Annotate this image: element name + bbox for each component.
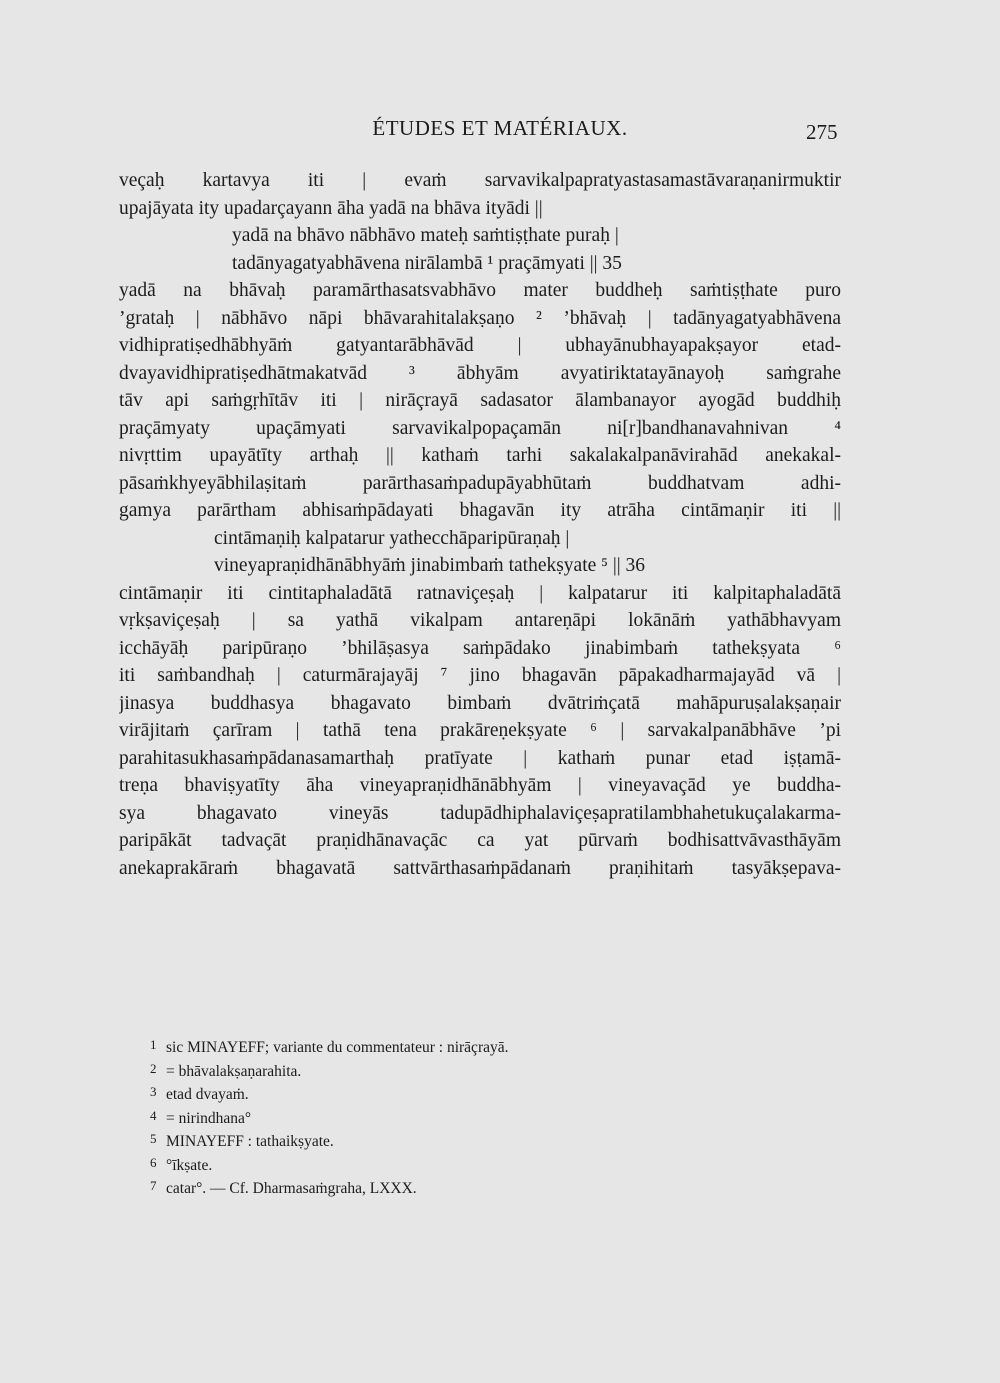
footnote-mark: 5 (150, 1131, 157, 1146)
footnote-text: °īkṣate. (166, 1156, 213, 1174)
text-line: vidhipratiṣedhābhyāṁ gatyantarābhāvād | ubhayānubhayapakṣayor etad- (119, 335, 841, 356)
footnote-text: sic MINAYEFF; variante du commentateur : nirāçrayā. (166, 1039, 509, 1056)
text-line: jinasya buddhasya bhagavato bimbaṁ dvātriṁçatā mahāpuruṣalakṣaṇair (119, 692, 841, 714)
verse-line: tadānyagatyabhāvena nirālambā ¹ praçāmyati || 35 (232, 252, 622, 274)
footnote (150, 1127, 750, 1151)
verse-line: cintāmaṇiḥ kalpatarur yathecchāparipūraṇaḥ | (214, 527, 570, 549)
footnote (150, 1033, 750, 1057)
verse-line: vineyapraṇidhānābhyāṁ jinabimbaṁ tathekṣyate ⁵ || 36 (214, 555, 646, 576)
text-line: parahitasukhasaṁpādanasamarthaḥ pratīyate | kathaṁ punar etad iṣṭamā- (119, 747, 841, 769)
text-line: praçāmyaty upaçāmyati sarvavikalpopaçamān ni[r]bandhanavahnivan ⁴ (119, 417, 841, 439)
footnote (150, 1080, 750, 1104)
footnote (150, 1057, 750, 1081)
text-line: anekaprakāraṁ bhagavatā sattvārthasaṁpādanaṁ praṇihitaṁ tasyākṣepava- (119, 857, 841, 879)
text-line: icchāyāḥ paripūraṇo ’bhilāṣasya saṁpādako jinabimbaṁ tathekṣyata ⁶ (119, 637, 841, 659)
text-line: cintāmaṇir iti cintitaphaladātā ratnaviçeṣaḥ | kalpatarur iti kalpitaphaladātā (119, 582, 841, 604)
text-line: treṇa bhaviṣyatīty āha vineyapraṇidhānābhyām | vineyavaçād ye buddha- (119, 775, 841, 796)
text-line: dvayavidhipratiṣedhātmakatvād ³ ābhyām avyatiriktatayānayoḥ saṁgrahe (119, 362, 841, 384)
text-line: sya bhagavato vineyās tadupādhiphalaviçeṣapratilambhahetukuçalakarma- (119, 802, 841, 824)
text-line: upajāyata ity upadarçayann āha yadā na bhāva ityādi || (119, 197, 543, 219)
footnote-mark: 6 (150, 1154, 157, 1170)
footnote (150, 1104, 750, 1128)
text-line: nivṛttim upayātīty arthaḥ || kathaṁ tarhi sakalakalpanāvirahād anekakal- (119, 445, 841, 466)
verse-line: yadā na bhāvo nābhāvo mateḥ saṁtiṣṭhate puraḥ | (232, 225, 619, 246)
running-header: ÉTUDES ET MATÉRIAUX. (372, 116, 628, 140)
footnote-mark: 3 (150, 1084, 157, 1099)
body-text (119, 167, 841, 882)
text-line: vṛkṣaviçeṣaḥ | sa yathā vikalpam antareṇāpi lokānāṁ yathābhavyam (119, 610, 841, 631)
text-line: pāsaṁkhyeyābhilaṣitaṁ parārthasaṁpadupāyabhūtaṁ buddhatvam adhi- (119, 472, 841, 494)
footnote (150, 1151, 750, 1175)
text-line: yadā na bhāvaḥ paramārthasatsvabhāvo mater buddheḥ saṁtiṣṭhate puro (119, 280, 841, 301)
footnote-text: = bhāvalakṣaṇarahita. (166, 1062, 302, 1080)
footnote (150, 1174, 750, 1198)
footnote-text: MINAYEFF : tathaikṣyate. (166, 1133, 334, 1150)
text-line: iti saṁbandhaḥ | caturmārajayāj ⁷ jino bhagavān pāpakadharmajayād vā | (119, 665, 841, 686)
footnote-mark: 4 (150, 1107, 157, 1123)
footnote-mark: 2 (150, 1060, 157, 1076)
footnotes (150, 1033, 750, 1198)
text-line: virājitaṁ çarīram | tathā tena prakāreṇekṣyate ⁶ | sarvakalpanābhāve ’pi (119, 720, 841, 741)
footnote-mark: 1 (150, 1037, 157, 1052)
text-line: paripākāt tadvaçāt praṇidhānavaçāc ca yat pūrvaṁ bodhisattvāvasthāyām (119, 830, 841, 851)
text-line: tāv api saṁgṛhītāv iti | nirāçrayā sadasator ālambanayor ayogād buddhiḥ (119, 390, 841, 411)
text-line: gamya parārtham abhisaṁpādayati bhagavān ity atrāha cintāmaṇir iti || (119, 500, 841, 521)
text-line: veçaḥ kartavya iti | evaṁ sarvavikalpapratyastasamastāvaraṇanirmuktir (119, 170, 841, 191)
footnote-text: etad dvayaṁ. (166, 1086, 249, 1103)
footnote-text: catar°. — Cf. Dharmasaṁgraha, LXXX. (166, 1180, 417, 1197)
page-number: 275 (806, 120, 838, 144)
text-line: ’grataḥ | nābhāvo nāpi bhāvarahitalakṣaṇo ² ’bhāvaḥ | tadānyagatyabhāvena (119, 307, 841, 329)
footnote-mark: 7 (150, 1178, 157, 1193)
footnote-text: = nirindhana° (166, 1109, 252, 1127)
